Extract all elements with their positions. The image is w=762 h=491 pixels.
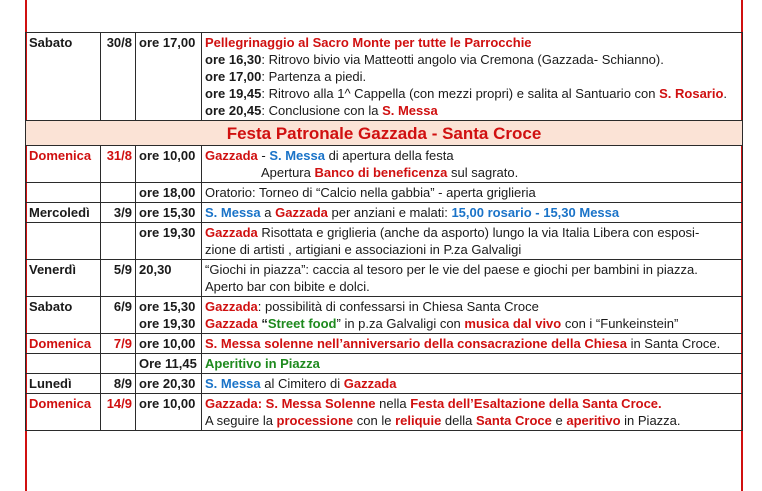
schedule-table <box>25 32 743 431</box>
highlight-text: Street food <box>267 316 337 331</box>
highlight-text: S. Messa <box>269 148 325 163</box>
time-cell: 20,30 <box>136 260 202 297</box>
description-cell <box>202 394 743 431</box>
highlight-text: Banco di beneficenza <box>314 165 448 180</box>
event-text: con le <box>353 413 396 428</box>
table-row <box>26 260 743 297</box>
day-cell: Domenica <box>26 334 101 354</box>
event-text: a <box>260 205 276 220</box>
event-text: sul sagrato. <box>447 165 519 180</box>
event-text: nella <box>375 396 411 411</box>
date-cell <box>101 223 136 260</box>
highlight-text: Gazzada: S. Messa Solenne <box>205 396 376 411</box>
event-text: e <box>551 413 567 428</box>
day-cell: Lunedì <box>26 374 101 394</box>
description-cell <box>202 203 743 223</box>
highlight-text: S. Rosario <box>659 86 724 101</box>
description-cell: Oratorio: Torneo di “Calcio nella gabbia” - aperta griglieria <box>202 183 743 203</box>
day-cell: Sabato <box>26 33 101 121</box>
event-text: A seguire la <box>205 413 277 428</box>
event-text: Apertura <box>261 165 315 180</box>
date-cell: 7/9 <box>101 334 136 354</box>
highlight-text: S. Messa <box>205 376 261 391</box>
event-text: - <box>257 148 270 163</box>
table-row <box>26 183 743 203</box>
description-cell <box>202 146 743 183</box>
description-cell <box>202 223 743 260</box>
date-cell: 8/9 <box>101 374 136 394</box>
event-time: ore 16,30 <box>205 52 262 67</box>
table-row <box>26 334 743 354</box>
date-cell: 30/8 <box>101 33 136 121</box>
highlight-text: aperitivo <box>566 413 621 428</box>
description-cell <box>202 297 743 334</box>
day-cell: Sabato <box>26 297 101 334</box>
description-cell <box>202 354 743 374</box>
event-text: ” in p.za Galvaligi con <box>336 316 465 331</box>
highlight-text: S. Messa <box>205 205 261 220</box>
event-text: Risottata e griglieria (anche da asporto) lungo la via Italia Libera con esposi- <box>257 225 700 240</box>
event-text: : Ritrovo bivio via Matteotti angolo via Cremona (Gazzada- Schianno). <box>261 52 664 67</box>
date-cell: 6/9 <box>101 297 136 334</box>
day-cell <box>26 354 101 374</box>
time-cell: ore 10,00 <box>136 146 202 183</box>
highlight-text: Santa Croce <box>476 413 552 428</box>
date-cell <box>101 354 136 374</box>
table-row <box>26 297 743 334</box>
table-row <box>26 374 743 394</box>
highlight-text: Aperitivo in Piazza <box>205 356 320 371</box>
highlight-text: S. Messa <box>382 103 438 118</box>
date-cell: 5/9 <box>101 260 136 297</box>
highlight-text: Festa dell’Esaltazione della Santa Croce. <box>410 396 662 411</box>
day-cell <box>26 223 101 260</box>
event-text: : Partenza a piedi. <box>261 69 367 84</box>
event-time: ore 19,45 <box>205 86 262 101</box>
time-cell: ore 20,30 <box>136 374 202 394</box>
description-cell <box>202 374 743 394</box>
description-cell <box>202 260 743 297</box>
event-time: ore 15,30 <box>139 299 196 314</box>
section-heading-row <box>26 121 743 146</box>
day-cell: Venerdì <box>26 260 101 297</box>
highlight-text: S. Messa solenne nell’anniversario della consacrazione della Chiesa <box>205 336 627 351</box>
event-text: “ <box>257 316 268 331</box>
day-cell: Domenica <box>26 146 101 183</box>
table-row <box>26 394 743 431</box>
time-cell: ore 15,30 <box>136 203 202 223</box>
highlight-text: 15,00 rosario - 15,30 Messa <box>451 205 620 220</box>
event-text: in Santa Croce. <box>626 336 721 351</box>
section-heading: Festa Patronale Gazzada - Santa Croce <box>26 121 743 146</box>
event-text: della <box>441 413 477 428</box>
table-row <box>26 223 743 260</box>
description-cell <box>202 334 743 354</box>
highlight-text: reliquie <box>395 413 442 428</box>
table-row <box>26 33 743 121</box>
event-text: per anziani e malati: <box>327 205 452 220</box>
event-text: : Ritrovo alla 1^ Cappella (con mezzi propri) e salita al Santuario con <box>261 86 660 101</box>
highlight-text: Gazzada <box>205 316 258 331</box>
highlight-text: Gazzada <box>275 205 328 220</box>
day-cell <box>26 183 101 203</box>
event-text: di apertura della festa <box>324 148 454 163</box>
table-row <box>26 354 743 374</box>
date-cell <box>101 183 136 203</box>
time-cell: ore 10,00 <box>136 334 202 354</box>
highlight-text: processione <box>276 413 354 428</box>
event-text: in Piazza. <box>620 413 681 428</box>
event-text: : Conclusione con la <box>261 103 383 118</box>
time-cell: Ore 11,45 <box>136 354 202 374</box>
event-text: con i “Funkeinstein” <box>561 316 679 331</box>
event-text: . <box>723 86 728 101</box>
date-cell: 3/9 <box>101 203 136 223</box>
day-cell: Domenica <box>26 394 101 431</box>
time-cell: ore 19,30 <box>136 223 202 260</box>
event-text: al Cimitero di <box>260 376 344 391</box>
event-text: “Giochi in piazza”: caccia al tesoro per le vie del paese e giochi per bambini in piazza. <box>205 262 698 277</box>
highlight-text: Gazzada <box>205 148 258 163</box>
day-cell: Mercoledì <box>26 203 101 223</box>
highlight-text: Gazzada <box>343 376 397 391</box>
time-cell <box>136 297 202 334</box>
event-text: : possibilità di confessarsi in Chiesa Santa Croce <box>257 299 539 314</box>
event-time: ore 20,45 <box>205 103 262 118</box>
event-text: Aperto bar con bibite e dolci. <box>205 279 370 294</box>
event-title: Pellegrinaggio al Sacro Monte per tutte le Parrocchie <box>205 35 532 50</box>
highlight-text: musica dal vivo <box>464 316 562 331</box>
event-time: ore 19,30 <box>139 316 196 331</box>
time-cell: ore 18,00 <box>136 183 202 203</box>
event-time: ore 17,00 <box>205 69 262 84</box>
table-row <box>26 203 743 223</box>
time-cell: ore 10,00 <box>136 394 202 431</box>
table-row <box>26 146 743 183</box>
highlight-text: Gazzada <box>205 225 258 240</box>
event-text: zione di artisti , artigiani e associazioni in P.za Galvaligi <box>205 242 522 257</box>
description-cell <box>202 33 743 121</box>
time-cell: ore 17,00 <box>136 33 202 121</box>
date-cell: 14/9 <box>101 394 136 431</box>
highlight-text: Gazzada <box>205 299 258 314</box>
date-cell: 31/8 <box>101 146 136 183</box>
